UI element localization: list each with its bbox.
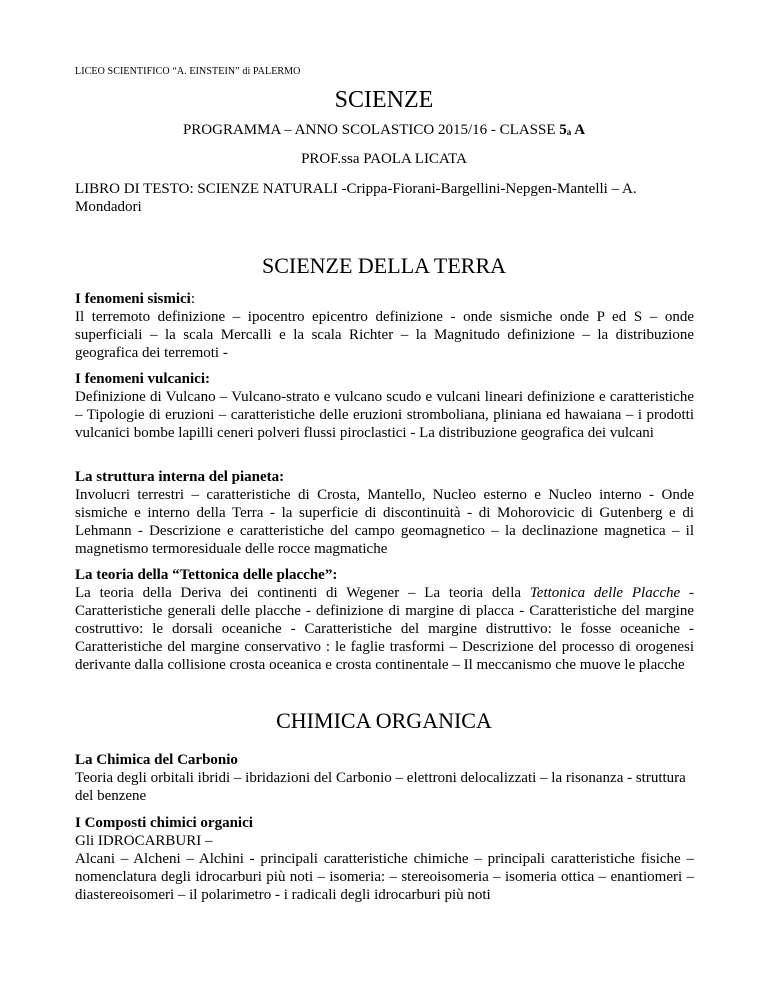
topic-heading: La struttura interna del pianeta: (75, 469, 285, 485)
topic-body: Teoria degli orbitali ibridi – ibridazioni del Carbonio – elettroni delocalizzati – la risonanza - struttura del benzene (75, 770, 686, 804)
topic-seismic (75, 290, 694, 362)
topic-body: Alcani – Alcheni – Alchini - principali caratteristiche chimiche – principali caratteristiche fisiche – nomenclatura degli idrocarburi più noti – isomeria: – stereoisomeria – isomeria ottica – enantiomeri – diastereoisomeri – il polarimetro - i radicali degli idrocarburi più noti (75, 851, 694, 903)
topic-internal-structure (75, 468, 694, 558)
topic-heading: La Chimica del Carbonio (75, 752, 238, 768)
section-title-organic: CHIMICA ORGANICA (276, 708, 492, 733)
topic-subheading: Gli IDROCARBURI – (75, 833, 213, 849)
topic-body-post: - Caratteristiche generali delle placche - definizione di margine di placca - Caratteristiche del margine costruttivo: le dorsali oceaniche - Caratteristiche del margine distruttivo: le fosse oceaniche - Caratteristiche del margine conservativo : le faglie trasformi – Descrizione del processo di orogenesi derivante dalla collisione crosta oceanica e crosta continentale – Il meccanismo che muove le placche (75, 585, 694, 673)
school-name: LICEO SCIENTIFICO “A. EINSTEIN” di PALERMO (75, 66, 301, 77)
program-prefix: PROGRAMMA – ANNO SCOLASTICO 2015/16 - CLASSE (182, 122, 560, 138)
topic-heading: I fenomeni vulcanici: (75, 371, 210, 387)
topic-body (75, 584, 694, 674)
topic-heading-suffix: : (190, 291, 195, 307)
topic-heading (75, 290, 694, 308)
topic-body-pre: La teoria della Deriva dei continenti di Wegener – La teoria della (75, 585, 530, 601)
topic-body-italic: Tettonica delle Placche (529, 585, 681, 601)
section-title-earth: SCIENZE DELLA TERRA (261, 253, 507, 278)
document-title: SCIENZE (334, 87, 434, 113)
topic-heading: La teoria della “Tettonica delle placche”: (75, 567, 338, 583)
topic-organic-compounds (75, 814, 694, 904)
topic-body: Involucri terrestri – caratteristiche di Crosta, Mantello, Nucleo esterno e Nucleo interno - Onde sismiche e interno della Terra - la superficie di discontinuità - di Mohorovicic di Gutenberg e di Lehmann - Descrizione e caratteristiche del campo geomagnetico – la declinazione magnetica – il magnetismo termoresiduale delle rocce magmatiche (75, 487, 694, 557)
topic-carbon-chemistry (75, 751, 694, 805)
class-superscript: a (566, 127, 572, 137)
textbook-info: LIBRO DI TESTO: SCIENZE NATURALI -Crippa-Fiorani-Bargellini-Nepgen-Mantelli – A. Mondadori (75, 181, 637, 215)
class-letter: A (571, 122, 586, 138)
topic-body: Il terremoto definizione – ipocentro epicentro definizione - onde sismiche onde P ed S – onde superficiali – la scala Mercalli e la scala Richter – la Magnitudo definizione – la distribuzione geografica dei terremoti - (75, 309, 694, 361)
topic-volcanic (75, 370, 694, 442)
topic-plate-tectonics (75, 566, 694, 674)
professor-name: PROF.ssa PAOLA LICATA (301, 151, 467, 167)
topic-body: Definizione di Vulcano – Vulcano-strato e vulcano scudo e vulcani lineari definizione e caratteristiche – Tipologie di eruzioni – caratteristiche delle eruzioni stromboliana, pliniana ed hawaiana – i prodotti vulcanici bombe lapilli ceneri polveri flussi piroclastici - La distribuzione geografica dei vulcani (75, 389, 694, 441)
topic-heading: I Composti chimici organici (75, 815, 253, 831)
topic-heading-text: I fenomeni sismici (75, 291, 191, 307)
class-number: 5 (559, 122, 567, 138)
program-subtitle (0, 122, 768, 139)
